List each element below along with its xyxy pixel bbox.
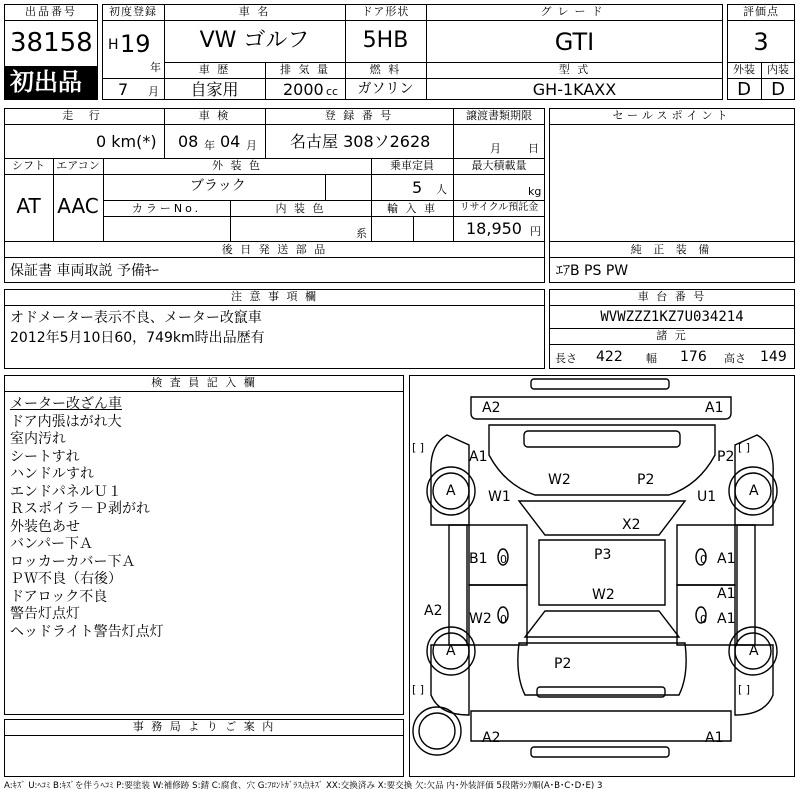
fuel-label: 燃 料 <box>369 63 402 76</box>
mark-p2-right: P2 <box>717 449 735 465</box>
list-item: 警告灯点灯 <box>10 606 80 622</box>
list-item: ＰＷ不良（右後） <box>10 571 122 587</box>
door-label: ドア形状 <box>361 5 410 18</box>
mark-w1: W1 <box>488 489 511 505</box>
parts-value: 保証書 車両取説 予備ｷｰ <box>10 263 159 279</box>
mark-a1-right2: A1 <box>717 586 736 602</box>
fuel: ガソリン <box>357 81 414 97</box>
displacement-label: 排 気 量 <box>280 63 330 76</box>
inspection-month: 04 <box>220 132 241 151</box>
width: 176 <box>680 349 707 365</box>
first-listing-text: 初出品 <box>10 68 82 96</box>
car-name-label: 車 名 <box>238 5 271 18</box>
list-item: ヘッドライト警告灯点灯 <box>10 623 164 640</box>
colorno-label: カラーNo. <box>131 202 202 215</box>
interior-label: 内装 <box>767 63 789 76</box>
mark-a1-left: A1 <box>469 449 488 465</box>
list-item: Ｒスポイラ－Ｐ剥がれ <box>10 501 150 517</box>
inspector-label: 検 査 員 記 入 欄 <box>151 376 257 389</box>
mark-b1: B1 <box>469 551 488 567</box>
era: H <box>108 37 119 53</box>
sales-point-box <box>549 108 795 242</box>
car-name: VW ゴルフ <box>199 28 310 53</box>
recycle-unit: 円 <box>530 225 541 238</box>
load-unit: kg <box>528 185 542 198</box>
shift: AT <box>16 194 41 218</box>
parts-label: 後 日 発 送 部 品 <box>221 243 328 256</box>
intcolor-suffix: 系 <box>356 227 367 240</box>
reg-year-unit: 年 <box>150 61 161 74</box>
import-label: 輸 入 車 <box>387 202 437 215</box>
history: 自家用 <box>190 80 239 99</box>
list-item: ドア内張はがれ大 <box>10 413 122 430</box>
notes-line1: オドメーター表示不良、メーター改竄車 <box>10 310 262 326</box>
shift-label: シフト <box>12 159 45 172</box>
plate-number: 名古屋 308ソ2628 <box>290 132 431 151</box>
genuine-value: ｴｱB PS PW <box>556 263 629 279</box>
transfer-month-unit: 月 <box>490 142 501 155</box>
mark-w2-left: W2 <box>469 611 492 627</box>
height: 149 <box>760 349 787 365</box>
transfer-day-unit: 日 <box>528 142 539 155</box>
interior-grade: D <box>771 79 785 100</box>
color-label: 外 装 色 <box>212 159 262 172</box>
mark-a2-front-left: A2 <box>482 400 501 416</box>
bracket-right: [ ] <box>738 441 751 454</box>
office-label: 事 務 局 よ り ご 案 内 <box>132 720 276 733</box>
mark-a1-front-right: A1 <box>705 400 724 416</box>
list-item: エンドパネルＵ１ <box>10 483 122 500</box>
capacity-unit: 人 <box>436 183 447 196</box>
mark-p2-bottom: P2 <box>554 656 572 672</box>
list-item: 外装色あせ <box>10 518 80 535</box>
bracket-bottom-right: [ ] <box>738 683 751 696</box>
length: 422 <box>596 349 623 365</box>
length-label: 長さ <box>555 352 577 365</box>
inspection-year-unit: 年 <box>204 139 215 152</box>
mark-a1-bottom-right: A1 <box>705 730 724 746</box>
door-type: 5HB <box>362 28 409 53</box>
spec-label: 諸 元 <box>656 329 688 342</box>
list-item: ドアロック不良 <box>10 588 108 605</box>
mark-a-wheel-fr: A <box>749 483 759 499</box>
inspector-list <box>10 396 400 641</box>
mark-w2-top: W2 <box>548 472 571 488</box>
notes-label: 注 意 事 項 欄 <box>231 290 318 303</box>
inspection-month-unit: 月 <box>246 139 257 152</box>
exterior-color: ブラック <box>190 178 246 194</box>
mark-a1-right3: A1 <box>717 611 736 627</box>
grade: GTI <box>554 28 595 56</box>
displacement: 2000 <box>283 80 324 99</box>
sales-point-label: セールスポイント <box>612 109 732 122</box>
reg-month-unit: 月 <box>148 85 159 98</box>
transfer-label: 譲渡書類期限 <box>466 109 532 122</box>
chassis-label: 車 台 番 号 <box>637 290 707 303</box>
capacity-label: 乗車定員 <box>390 159 434 172</box>
list-item: メーター改ざん車 <box>10 396 122 412</box>
mark-zero-r1: 0 <box>700 553 707 566</box>
mark-w2-mid: W2 <box>592 587 615 603</box>
car-diagram <box>409 375 795 777</box>
recycle-label: リサイクル預託金 <box>459 202 539 213</box>
capacity: 5 <box>412 178 423 197</box>
mark-a2-left: A2 <box>424 603 443 619</box>
mileage: 0 km(*) <box>96 132 157 151</box>
mark-u1: U1 <box>697 489 717 505</box>
history-label: 車 歴 <box>198 63 231 76</box>
vehicle-info-box <box>4 108 545 258</box>
mark-zero-l2: 0 <box>500 613 507 626</box>
mark-p3: P3 <box>594 547 612 563</box>
mark-a1-mid-right: A1 <box>717 551 736 567</box>
bracket-left: [ ] <box>412 441 425 454</box>
mark-a-wheel-rl: A <box>446 643 456 659</box>
mark-x2: X2 <box>622 517 641 533</box>
model: GH-1KAXX <box>532 80 617 99</box>
exterior-label: 外装 <box>733 63 755 76</box>
mark-a-wheel-rr: A <box>749 643 759 659</box>
score-label: 評価点 <box>743 5 779 18</box>
mark-zero-l1: 0 <box>500 553 507 566</box>
first-reg-label: 初度登録 <box>109 5 157 18</box>
plate-label: 登 録 番 号 <box>324 109 394 122</box>
list-item: ロッカーカバー下Ａ <box>10 553 136 570</box>
lot-label: 出品番号 <box>25 5 77 18</box>
mark-p2-top: P2 <box>637 472 655 488</box>
reg-month: 7 <box>118 80 129 99</box>
chassis-number: WVWZZZ1KZ7U034214 <box>600 309 744 325</box>
intcolor-label: 内 装 色 <box>275 202 326 215</box>
ac: AAC <box>57 194 99 218</box>
mileage-label: 走 行 <box>62 109 106 122</box>
inspection-year: 08 <box>178 132 199 151</box>
height-label: 高さ <box>724 352 746 365</box>
grade-label: グレード <box>540 5 609 18</box>
score: 3 <box>753 28 769 56</box>
recycle-amount: 18,950 <box>466 219 522 238</box>
reg-year: 19 <box>120 30 151 58</box>
mark-a2-bottom-left: A2 <box>482 730 501 746</box>
mark-zero-r2: 0 <box>700 613 707 626</box>
lot-number: 38158 <box>10 28 93 58</box>
displacement-unit: cc <box>326 85 339 98</box>
exterior-grade: D <box>737 79 751 100</box>
list-item: バンパー下Ａ <box>10 536 94 552</box>
legend: A:ｷｽﾞ U:ﾍｺﾐ B:ｷｽﾞを伴うﾍｺﾐ P:要塗装 W:補修跡 S:錆 C:腐食、穴 G:ﾌﾛﾝﾄｶﾞﾗｽ点ｷｽﾞ XX:交換済み X:要交換 欠:欠品 内･外装評価 5段階ﾗﾝｸ順(A･B･C･D･E) 3 <box>4 781 603 791</box>
load-label: 最大積載量 <box>471 159 527 172</box>
bracket-bottom-left: [ ] <box>412 683 425 696</box>
list-item: 室内汚れ <box>10 431 66 447</box>
list-item: シートすれ <box>10 448 80 465</box>
notes-line2: 2012年5月10日60，749km時出品歴有 <box>10 330 265 346</box>
genuine-label: 純 正 装 備 <box>630 243 714 256</box>
width-label: 幅 <box>646 352 657 365</box>
inspection-label: 車 検 <box>198 109 231 122</box>
model-label: 型 式 <box>558 63 591 76</box>
mark-a-wheel-fl: A <box>446 483 456 499</box>
ac-label: エアコン <box>56 159 100 172</box>
list-item: ハンドルすれ <box>10 466 94 482</box>
